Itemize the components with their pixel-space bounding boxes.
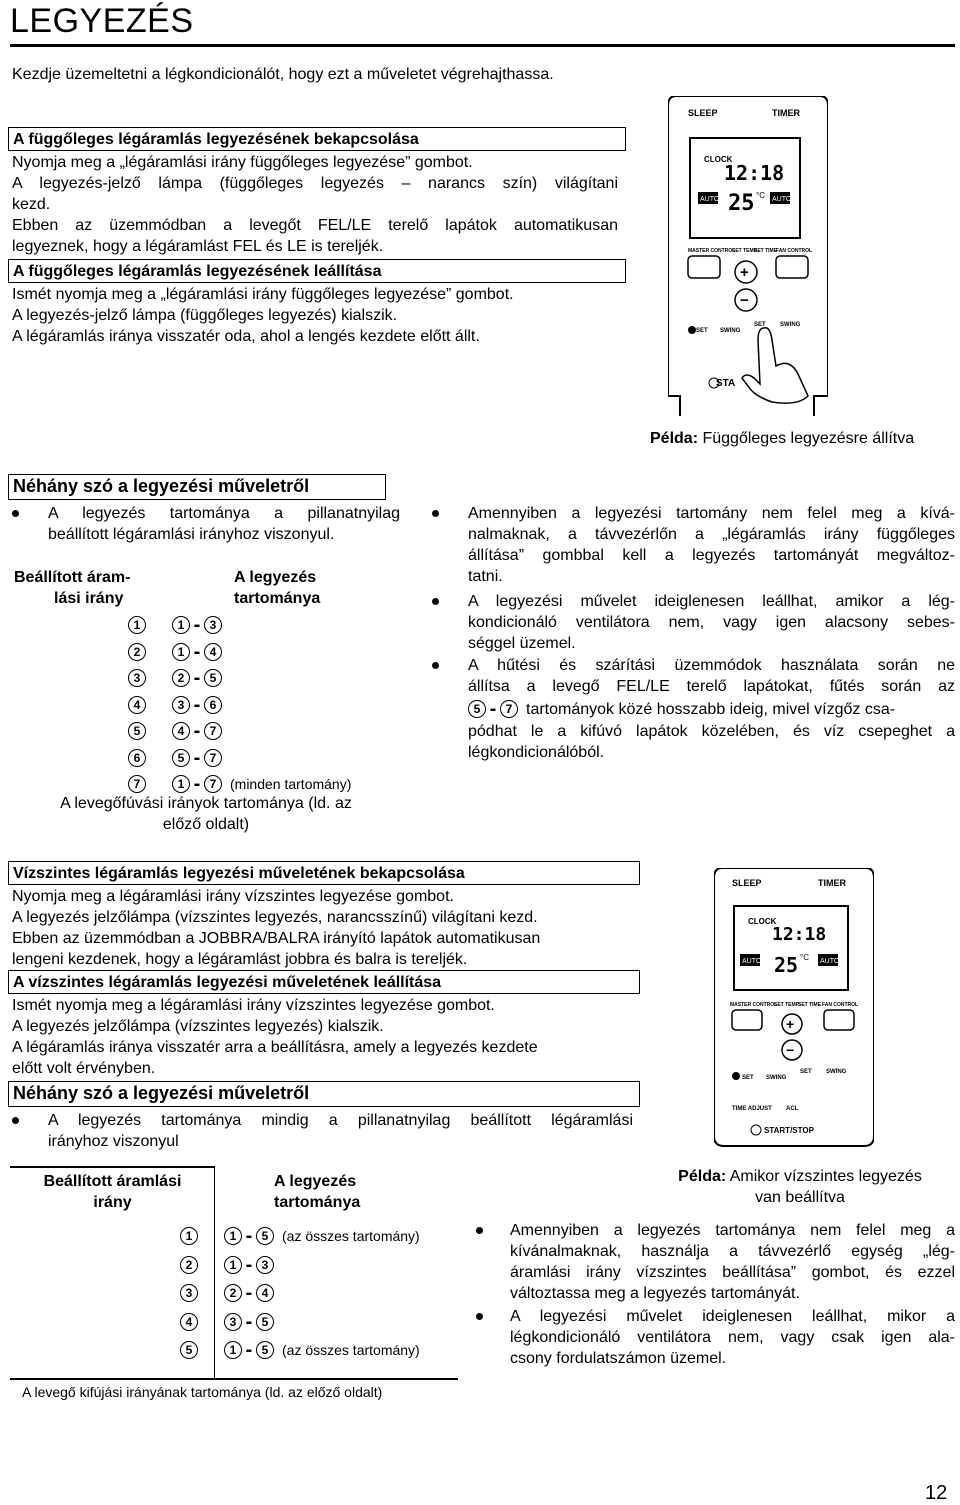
range-display xyxy=(172,773,222,796)
circled-number: 5 xyxy=(204,669,222,687)
text-line: A legyezés-jelző lámpa (függőleges legyezés – narancs szín) világítani xyxy=(12,175,618,192)
range-display xyxy=(172,640,222,663)
text-line: A légáramlás iránya visszatér arra a beállításra, amely a legyezés kezdete xyxy=(12,1039,538,1056)
range-dash: - xyxy=(245,1225,253,1248)
text-line: Ebben az üzemmódban a levegőt FEL/LE terelő lapátok automatikusan xyxy=(12,217,618,234)
bullet-icon xyxy=(432,598,439,605)
range-display xyxy=(172,746,222,769)
direction-number: 5 xyxy=(180,1341,198,1359)
timer-label: TIMER xyxy=(818,878,846,888)
range-dash: - xyxy=(193,614,201,637)
fan-control-button xyxy=(824,1010,854,1030)
circled-number: 3 xyxy=(172,696,190,714)
table-row xyxy=(128,612,351,639)
swing2-label: SWING xyxy=(826,1069,847,1075)
text-line: A legyezés tartománya mindig a pillanatnyilag beállított légáramlási xyxy=(48,1112,633,1129)
set-dot-icon xyxy=(732,1072,740,1080)
set2-label: SET xyxy=(800,1069,812,1075)
vertical-off-text xyxy=(12,284,514,347)
range-note: (minden tartomány) xyxy=(230,776,352,793)
example-label: Példa: xyxy=(650,430,699,447)
direction-number: 4 xyxy=(128,696,146,714)
range-display xyxy=(172,614,222,637)
vertical-off-heading: A függőleges légáramlás legyezésének leállítása xyxy=(8,259,626,283)
vertical-on-text xyxy=(12,152,618,257)
mode-left-label: AUTO xyxy=(700,196,720,203)
range-display xyxy=(172,667,222,690)
clock-label: CLOCK xyxy=(704,155,733,164)
text-line: légkondicionálóból. xyxy=(468,744,605,761)
direction-number: 2 xyxy=(180,1256,198,1274)
text-line: A legyezés-jelző lámpa (függőleges legyezés) kialszik. xyxy=(12,307,398,324)
range-dash: - xyxy=(193,640,201,663)
horizontal-notes-bullet1 xyxy=(48,1110,633,1152)
clock-label: CLOCK xyxy=(748,917,777,926)
swing2-label: SWING xyxy=(780,322,801,328)
text-line: Amennyiben a legyezési tartomány nem felel meg a kívá- xyxy=(468,505,955,522)
circled-number: 1 xyxy=(224,1256,242,1274)
range-display xyxy=(224,1339,274,1362)
text-line: állítása” gombbal kell a legyezés tartományát megváltoz- xyxy=(468,547,955,564)
circled-number: 1 xyxy=(172,643,190,661)
text-line: lengeni kezdenek, hogy a légáramlást jobbra és balra is tereljék. xyxy=(12,951,468,968)
header-line: A legyezés xyxy=(234,569,317,586)
direction-number: 1 xyxy=(128,616,146,634)
example-label: Példa: xyxy=(678,1168,727,1185)
range-display xyxy=(224,1282,274,1305)
circled-number: 4 xyxy=(172,722,190,740)
fan-control-label: FAN CONTROL xyxy=(822,1002,859,1008)
mode-left-label: AUTO xyxy=(742,958,762,965)
range-dash: - xyxy=(193,667,201,690)
circled-number: 1 xyxy=(172,775,190,793)
vertical-notes-right-bullet2 xyxy=(468,591,955,654)
time-adjust-label: TIME ADJUST xyxy=(732,1106,772,1112)
horizontal-on-text xyxy=(12,886,540,970)
title-rule xyxy=(10,44,955,47)
vertical-notes-bullet1 xyxy=(48,503,400,545)
table-row xyxy=(128,692,351,719)
bullet-icon xyxy=(432,510,439,517)
sleep-label: SLEEP xyxy=(688,108,718,118)
range-display xyxy=(468,700,518,718)
range-note: (az összes tartomány) xyxy=(282,1342,420,1359)
start-label: STA xyxy=(716,378,736,389)
vertical-example-caption xyxy=(650,428,914,449)
circled-number: 7 xyxy=(204,749,222,767)
text-line: A légáramlás iránya visszatér oda, ahol a lengés kezdete előtt állt. xyxy=(12,328,480,345)
range-dash: - xyxy=(245,1282,253,1305)
table-row xyxy=(180,1251,420,1280)
direction-number: 1 xyxy=(180,1227,198,1245)
vertical-table-caption xyxy=(36,793,376,835)
bullet-icon xyxy=(432,662,439,669)
text-line: A legyezés jelzőlámpa (vízszintes legyezés) kialszik. xyxy=(12,1018,384,1035)
set-time-label: SET TIME xyxy=(798,1002,822,1008)
horizontal-swing-table xyxy=(180,1222,420,1365)
sleep-label: SLEEP xyxy=(732,878,762,888)
bullet-icon xyxy=(12,1117,19,1124)
bullet-icon xyxy=(476,1313,483,1320)
acl-label: ACL xyxy=(786,1106,799,1112)
horizontal-example-caption xyxy=(640,1166,960,1208)
fan-control-button xyxy=(776,256,808,278)
set2-label: SET xyxy=(754,322,766,328)
swing-label: SWING xyxy=(766,1075,787,1081)
master-control-button xyxy=(688,256,720,278)
range-note: (az összes tartomány) xyxy=(282,1228,420,1245)
horizontal-on-heading: Vízszintes légáramlás legyezési műveletének bekapcsolása xyxy=(8,861,640,885)
text-line: csony fordulatszámon üzemel. xyxy=(510,1350,727,1367)
text-line: A legyezési művelet ideiglenesen leállhat, mikor a xyxy=(510,1308,955,1325)
circled-number: 3 xyxy=(256,1256,274,1274)
direction-number: 3 xyxy=(128,669,146,687)
direction-number: 3 xyxy=(180,1284,198,1302)
circled-number: 7 xyxy=(500,700,518,718)
direction-number: 7 xyxy=(128,775,146,793)
plus-label: + xyxy=(786,1016,795,1032)
clock-display: 12:18 xyxy=(772,924,827,945)
circled-number: 2 xyxy=(172,669,190,687)
set-dot-icon xyxy=(688,326,696,334)
text-line: állítsa a levegő FEL/LE terelő lapátokat, fűtés során az xyxy=(468,678,955,695)
table-row xyxy=(128,718,351,745)
text-line: Nyomja meg a légáramlási irány vízszintes legyezése gombot. xyxy=(12,888,454,905)
text-line: Ismét nyomja meg a légáramlási irány vízszintes legyezése gombot. xyxy=(12,997,495,1014)
circled-number: 6 xyxy=(204,696,222,714)
range-display xyxy=(224,1253,274,1276)
table-row xyxy=(180,1336,420,1365)
range-dash: - xyxy=(489,698,497,720)
horizontal-notes-right-bullet2 xyxy=(510,1306,955,1369)
temp-display: 25 xyxy=(728,191,755,216)
range-display xyxy=(172,720,222,743)
temp-unit: °C xyxy=(800,953,809,962)
text-line: kívánalmaknak, használja a távvezérlő egység „lég- xyxy=(510,1243,955,1260)
range-display xyxy=(172,693,222,716)
range-dash: - xyxy=(193,693,201,716)
circled-number: 7 xyxy=(204,775,222,793)
text-line: beállított légáramlási irányhoz viszonyul. xyxy=(48,526,335,543)
set-label: SET xyxy=(742,1075,754,1081)
horizontal-table-col2-header xyxy=(274,1171,360,1213)
direction-number: 4 xyxy=(180,1313,198,1331)
text-line: légkondicionáló ventilátora nem, vagy csak igen ala- xyxy=(510,1329,955,1346)
table-row xyxy=(128,665,351,692)
header-line: tartománya xyxy=(234,590,321,607)
text-line: Ebben az üzemmódban a JOBBRA/BALRA irányító lapátok automatikusan xyxy=(12,930,541,947)
text-line: Amennyiben a legyezés tartománya nem felel meg a xyxy=(510,1222,955,1239)
header-line: irány xyxy=(93,1194,132,1211)
master-control-button xyxy=(732,1010,762,1030)
text-line: legyeznek, hogy a légáramlást FEL és LE is tereljék. xyxy=(12,238,384,255)
table-row xyxy=(180,1308,420,1337)
remote-control-vertical xyxy=(668,96,828,416)
horizontal-off-heading: A vízszintes légáramlás legyezési műveletének leállítása xyxy=(8,970,640,994)
fan-control-label: FAN CONTROL xyxy=(776,248,813,254)
circled-number: 5 xyxy=(256,1341,274,1359)
direction-number: 6 xyxy=(128,749,146,767)
range-dash: - xyxy=(193,746,201,769)
bullet-icon xyxy=(476,1227,483,1234)
table-row xyxy=(128,745,351,772)
circled-number: 3 xyxy=(204,616,222,634)
range-display xyxy=(224,1310,274,1333)
text-line: pódhat le a kifúvó lapátok közelében, és víz csepeghet a xyxy=(468,723,955,740)
minus-label: − xyxy=(786,1042,795,1058)
vertical-notes-right-bullet3 xyxy=(468,655,955,763)
page-number: 12 xyxy=(925,1482,948,1504)
vertical-swing-table xyxy=(128,612,351,798)
text-line xyxy=(468,697,955,721)
circled-number: 5 xyxy=(468,700,486,718)
minus-label: − xyxy=(740,292,749,309)
circled-number: 3 xyxy=(224,1313,242,1331)
set-time-label: SET TIME xyxy=(754,248,778,254)
remote-control-horizontal xyxy=(714,868,874,1148)
circled-number: 1 xyxy=(172,616,190,634)
text-line: áramlási irány vízszintes beállítása” gombot, és ezzel xyxy=(510,1264,955,1281)
text-line: séggel üzemel. xyxy=(468,635,576,652)
vertical-notes-heading: Néhány szó a legyezési műveletről xyxy=(8,474,386,500)
table-row xyxy=(180,1222,420,1251)
horizontal-off-text xyxy=(12,995,538,1079)
set-temp-label: SET TEMP. xyxy=(732,248,758,254)
swing-label: SWING xyxy=(720,328,741,334)
page-title: LEGYEZÉS xyxy=(10,2,194,40)
vertical-notes-right-bullet1 xyxy=(468,503,955,587)
mode-right-label: AUTO xyxy=(820,958,840,965)
range-dash: - xyxy=(193,720,201,743)
circled-number: 2 xyxy=(224,1284,242,1302)
header-line: Beállított áram- xyxy=(14,569,131,586)
circled-number: 4 xyxy=(256,1284,274,1302)
range-dash: - xyxy=(245,1339,253,1362)
text-line: kezd. xyxy=(12,196,51,213)
header-line: A legyezés xyxy=(274,1173,357,1190)
master-control-label: MASTER CONTROL xyxy=(730,1002,778,1008)
temp-unit: °C xyxy=(756,191,765,200)
caption-line: A levegőfúvási irányok tartománya (ld. az xyxy=(60,795,352,812)
remote-lcd xyxy=(690,138,800,238)
direction-number: 5 xyxy=(128,722,146,740)
horizontal-table-bottom-rule xyxy=(10,1378,458,1380)
text-line: kondicionáló ventilátora nem, vagy igen alacsony sebes- xyxy=(468,614,955,631)
range-dash: - xyxy=(245,1253,253,1276)
plus-label: + xyxy=(740,264,749,281)
circled-number: 5 xyxy=(256,1313,274,1331)
text-line: Ismét nyomja meg a „légáramlási irány függőleges legyezése” gombot. xyxy=(12,286,514,303)
range-display xyxy=(224,1225,274,1248)
circled-number: 4 xyxy=(204,643,222,661)
horizontal-table-top-rule xyxy=(10,1166,215,1168)
example-text: Amikor vízszintes legyezés xyxy=(729,1168,922,1185)
temp-display: 25 xyxy=(774,953,799,977)
range-dash: - xyxy=(193,773,201,796)
text-fragment: tartományok közé hosszabb ideig, mivel vízgőz csa- xyxy=(526,700,896,718)
horizontal-table-caption: A levegő kifújási irányának tartománya (ld. az előző oldalt) xyxy=(22,1384,383,1400)
vertical-table-col1-header xyxy=(14,567,130,609)
text-line: Nyomja meg a „légáramlási irány függőleges legyezése” gombot. xyxy=(12,154,473,171)
table-row xyxy=(180,1279,420,1308)
direction-number: 2 xyxy=(128,643,146,661)
circled-number: 7 xyxy=(204,722,222,740)
text-line: A legyezés jelzőlámpa (vízszintes legyezés, narancsszínű) világítani kezd. xyxy=(12,909,538,926)
start-stop-label: START/STOP xyxy=(764,1126,814,1135)
header-line: Beállított áramlási xyxy=(43,1173,182,1190)
text-line: A legyezési művelet ideiglenesen leállhat, amikor a lég- xyxy=(468,593,955,610)
set-label: SET xyxy=(696,328,708,334)
circled-number: 5 xyxy=(172,749,190,767)
intro-text: Kezdje üzemeltetni a légkondicionálót, hogy ezt a műveletet végrehajthassa. xyxy=(12,66,554,83)
text-line: A hűtési és szárítási üzemmódok használata során ne xyxy=(468,657,955,674)
timer-label: TIMER xyxy=(772,108,800,118)
text-line: változtassa meg a legyezés tartományát. xyxy=(510,1285,800,1302)
header-line: lási irány xyxy=(54,590,124,607)
text-line: irányhoz viszonyul xyxy=(48,1133,179,1150)
text-line: nalmaknak, a távvezérlőn a „légáramlás irány függőleges xyxy=(468,526,955,543)
circled-number: 1 xyxy=(224,1227,242,1245)
clock-display: 12:18 xyxy=(724,161,785,185)
text-line: tatni. xyxy=(468,568,503,585)
range-dash: - xyxy=(245,1310,253,1333)
bullet-icon xyxy=(12,510,19,517)
vertical-on-heading: A függőleges légáramlás legyezésének bekapcsolása xyxy=(8,127,626,151)
table-row xyxy=(128,639,351,666)
master-control-label: MASTER CONTROL xyxy=(688,248,736,254)
circled-number: 5 xyxy=(256,1227,274,1245)
example-text: Függőleges legyezésre állítva xyxy=(702,430,915,447)
text-line: A legyezés tartománya a pillanatnyilag xyxy=(48,505,400,522)
circled-number: 1 xyxy=(224,1341,242,1359)
set-temp-label: SET TEMP. xyxy=(774,1002,800,1008)
vertical-table-col2-header xyxy=(234,567,320,609)
horizontal-notes-right-bullet1 xyxy=(510,1220,955,1304)
horizontal-notes-heading: Néhány szó a legyezési műveletről xyxy=(8,1081,640,1107)
header-line: tartománya xyxy=(274,1194,361,1211)
text-line: előtt volt érvényben. xyxy=(12,1060,156,1077)
caption-line: előző oldalt) xyxy=(162,816,250,833)
example-text: van beállítva xyxy=(755,1189,845,1206)
mode-right-label: AUTO xyxy=(772,196,792,203)
horizontal-table-col1-header xyxy=(10,1171,215,1213)
